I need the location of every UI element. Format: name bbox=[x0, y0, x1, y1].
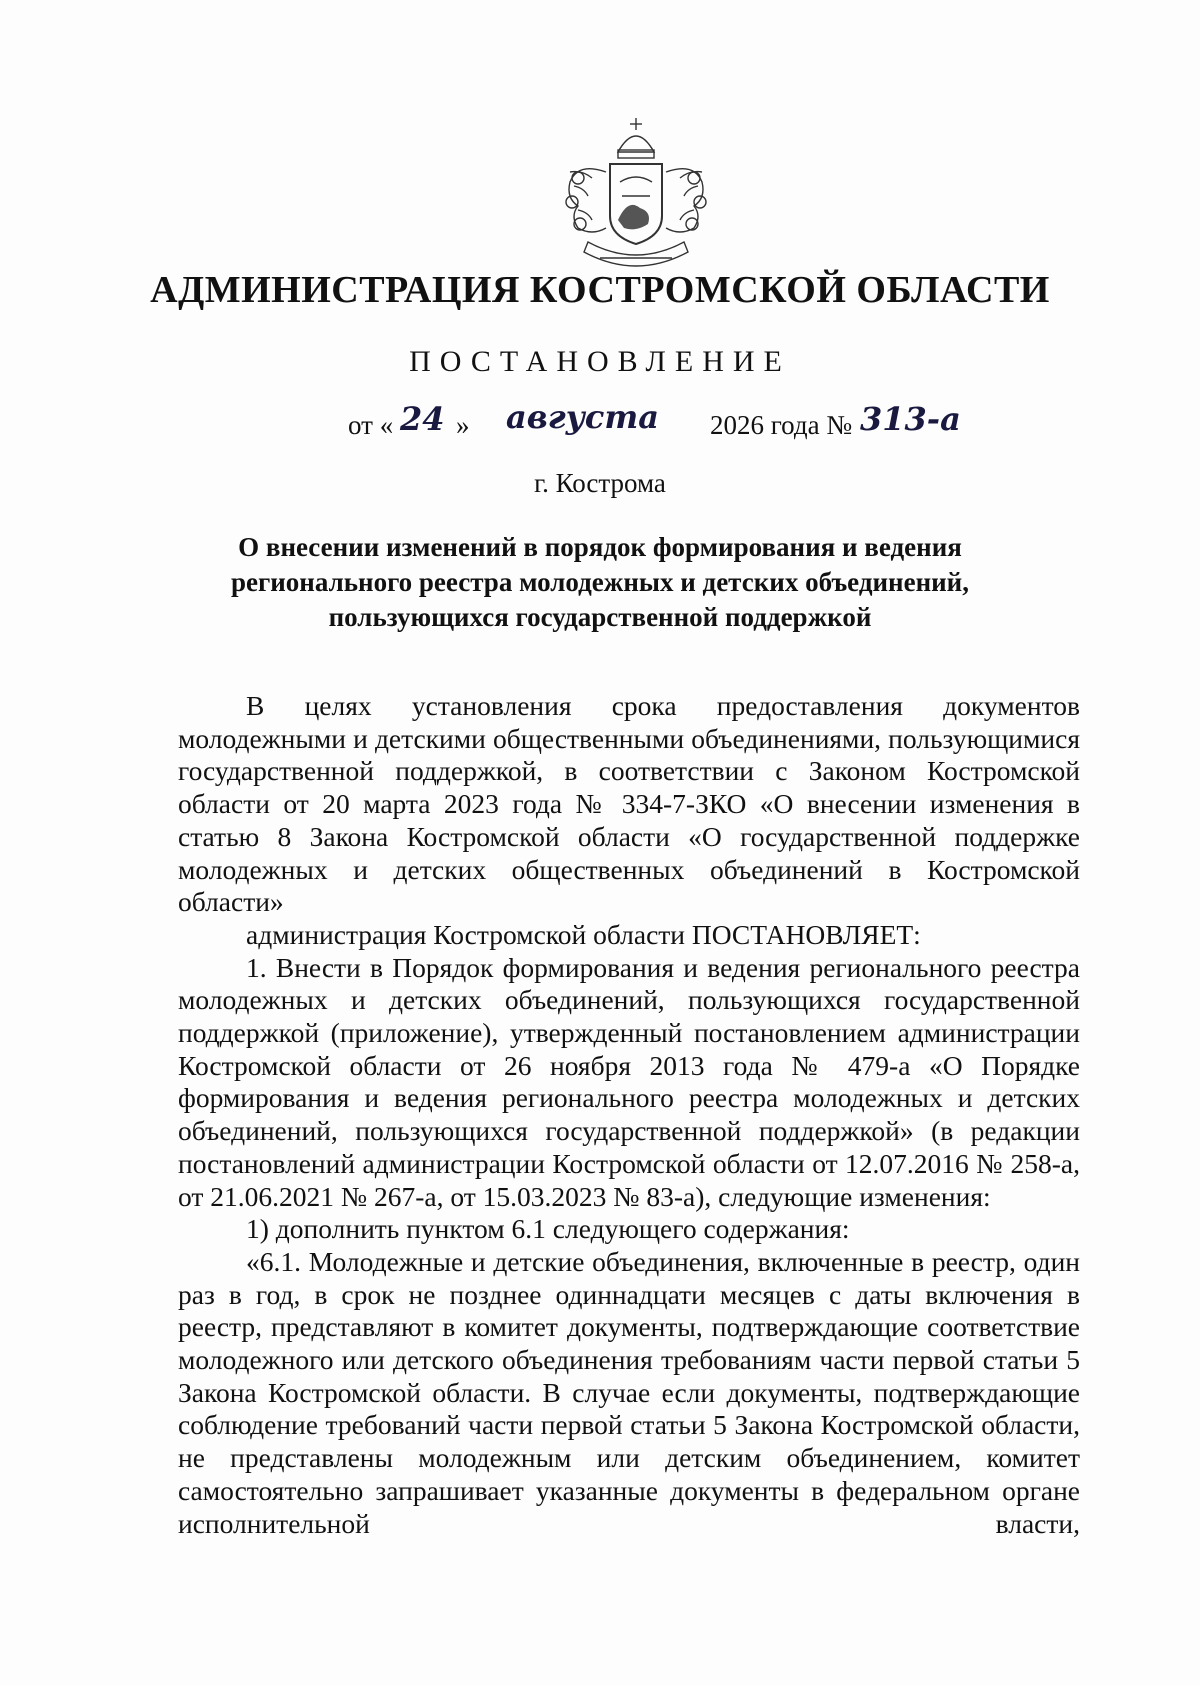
document-body bbox=[178, 690, 1080, 1540]
paragraph: В целях установления срока предоставления документов молодежными и детскими общественными объединениями, пользующимися государственной поддержкой, в соответствии с Законом Костромской области от 20 марта 2023 года № 334-7-ЗКО «О внесении изменения в статью 8 Закона Костромской области «О государственной поддержке молодежных и детских общественных объединений в Костромской области» bbox=[178, 690, 1080, 918]
handwritten-month: августа bbox=[506, 398, 659, 436]
paragraph: «6.1. Молодежные и детские объединения, включенные в реестр, один раз в год, в срок не позднее одиннадцати месяцев с даты включения в реестр, представляют в комитет документы, подтверждающие соответствие молодежного или детского объединения требованиям части первой статьи 5 Закона Костромской области. В случае если документы, подтверждающие соблюдение требований части первой статьи 5 Закона Костромской области, не представлены молодежным или детским объединением, комитет самостоятельно запрашивает указанные документы в федеральном органе исполнительной власти, bbox=[178, 1245, 1080, 1539]
date-line bbox=[348, 398, 1068, 454]
document-type: ПОСТАНОВЛЕНИЕ bbox=[409, 345, 791, 378]
paragraph: администрация Костромской области ПОСТАНОВЛЯЕТ: bbox=[246, 918, 921, 950]
date-prefix: от « bbox=[348, 410, 394, 440]
document-title bbox=[180, 530, 1020, 635]
title-line: пользующихся государственной поддержкой bbox=[328, 602, 872, 632]
handwritten-day: 24 bbox=[400, 400, 445, 438]
title-line: О внесении изменений в порядок формирования и ведения bbox=[238, 532, 962, 562]
paragraph: 1. Внести в Порядок формирования и ведения регионального реестра молодежных и детских объединений, пользующихся государственной поддержкой (приложение), утвержденный постановлением администрации Костромской области от 26 ноября 2013 года № 479-а «О Порядке формирования и ведения регионального реестра молодежных и детских объединений, пользующихся государственной поддержкой» (в редакции постановлений администрации Костромской области от 12.07.2016 № 258-а, от 21.06.2021 № 267-а, от 15.03.2023 № 83-а), следующие изменения: bbox=[178, 951, 1080, 1212]
date-mid: » bbox=[456, 410, 470, 440]
title-line: регионального реестра молодежных и детских объединений, bbox=[230, 567, 969, 597]
handwritten-number: 313-а bbox=[860, 400, 961, 438]
paragraph: 1) дополнить пунктом 6.1 следующего содержания: bbox=[246, 1213, 850, 1245]
year-text: 2026 года № bbox=[710, 410, 853, 440]
city: г. Кострома bbox=[534, 468, 666, 498]
coat-of-arms-icon bbox=[548, 112, 724, 278]
organization-name: АДМИНИСТРАЦИЯ КОСТРОМСКОЙ ОБЛАСТИ bbox=[150, 269, 1050, 311]
